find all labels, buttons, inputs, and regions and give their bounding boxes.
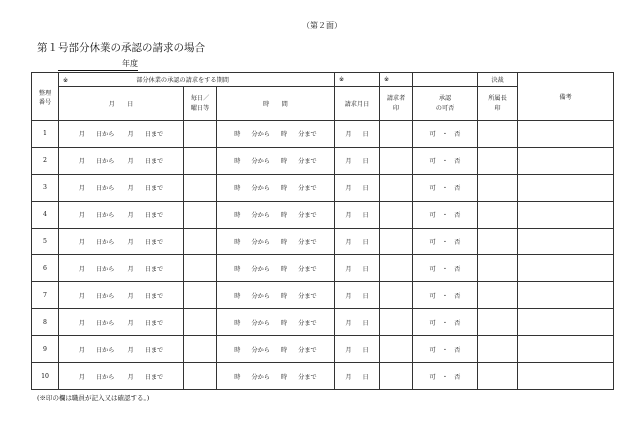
- remarks-cell[interactable]: [518, 282, 614, 309]
- tsukihi-header: 月 日: [59, 87, 184, 121]
- kessai-header: 決裁: [478, 73, 518, 87]
- cell-text: 日から: [95, 346, 115, 354]
- request-date-cell[interactable]: [335, 228, 380, 255]
- cell-text: 時: [281, 185, 288, 193]
- manager-seal-cell[interactable]: [478, 363, 518, 390]
- cell-text: 月: [78, 319, 85, 327]
- cell-text: 日まで: [144, 239, 164, 246]
- cell-text: 時: [281, 319, 288, 327]
- cell-text: 日: [362, 158, 369, 166]
- cell-text: 時: [281, 131, 288, 139]
- row-number: 3: [32, 174, 59, 201]
- page-label: （第２面）: [302, 21, 342, 30]
- remarks-cell[interactable]: [518, 147, 614, 174]
- shozokucho-in-header: 所属長 印: [478, 87, 518, 121]
- row-number: 7: [32, 282, 59, 309]
- cell-text: 月: [345, 373, 352, 381]
- cell-text: 分まで: [298, 131, 317, 139]
- asterisk-request-date: ※: [335, 73, 380, 87]
- cell-text: 可 ・ 否: [429, 373, 461, 381]
- time-range-cell[interactable]: [217, 336, 335, 363]
- row-number: 8: [32, 309, 59, 336]
- cell-text: 月: [345, 292, 352, 300]
- row-number: 10: [32, 363, 59, 390]
- cell-text: 分から: [251, 292, 270, 300]
- cell-text: 月: [345, 131, 352, 139]
- weekday-cell[interactable]: [184, 201, 217, 228]
- approval-cell[interactable]: [413, 255, 478, 282]
- cell-text: 日から: [95, 212, 115, 220]
- weekday-cell[interactable]: [184, 336, 217, 363]
- cell-text: 時: [234, 158, 241, 166]
- cell-text: 時: [281, 292, 288, 300]
- cell-text: 時: [281, 212, 288, 220]
- cell-text: 時: [281, 239, 288, 246]
- cell-text: 月: [78, 158, 85, 166]
- time-range-cell[interactable]: [217, 174, 335, 201]
- cell-text: 時: [281, 373, 288, 381]
- date-range-cell[interactable]: [59, 363, 184, 390]
- weekday-cell[interactable]: [184, 363, 217, 390]
- cell-text: 月: [127, 319, 134, 327]
- row-number: 9: [32, 336, 59, 363]
- cell-text: 日: [362, 131, 369, 139]
- cell-text: 月: [78, 373, 85, 381]
- cell-text: 可 ・ 否: [429, 239, 461, 246]
- cell-text: 分まで: [298, 212, 317, 220]
- cell-text: 時: [234, 239, 241, 246]
- remarks-cell[interactable]: [518, 309, 614, 336]
- cell-text: 分まで: [298, 319, 317, 327]
- cell-text: 時: [281, 346, 288, 354]
- cell-text: 可 ・ 否: [429, 212, 461, 220]
- cell-text: 分から: [251, 319, 270, 327]
- time-range-cell[interactable]: [217, 121, 335, 148]
- cell-text: 月: [78, 265, 85, 273]
- table-row: [32, 282, 614, 309]
- approval-cell[interactable]: [413, 336, 478, 363]
- request-date-cell[interactable]: [335, 201, 380, 228]
- cell-text: 日: [362, 239, 369, 246]
- manager-seal-cell[interactable]: [478, 309, 518, 336]
- remarks-cell[interactable]: [518, 363, 614, 390]
- cell-text: 分まで: [298, 292, 317, 300]
- requester-seal-cell[interactable]: [380, 309, 413, 336]
- request-date-cell[interactable]: [335, 309, 380, 336]
- cell-text: 日から: [95, 265, 115, 273]
- row-number: 2: [32, 147, 59, 174]
- period-group-header: [59, 73, 335, 87]
- remarks-cell[interactable]: [518, 121, 614, 148]
- cell-text: 月: [127, 185, 134, 193]
- cell-text: 日: [362, 319, 369, 327]
- remarks-cell[interactable]: [518, 201, 614, 228]
- seiri-bango-header: 整理 番号: [32, 73, 59, 121]
- cell-text: 時: [234, 212, 241, 220]
- cell-text: 月: [78, 185, 85, 193]
- cell-text: 分まで: [298, 158, 317, 166]
- asterisk-requester: ※: [380, 73, 413, 87]
- request-date-cell[interactable]: [335, 255, 380, 282]
- weekday-cell[interactable]: [184, 228, 217, 255]
- cell-text: 日から: [95, 185, 115, 193]
- date-range-cell[interactable]: [59, 147, 184, 174]
- time-range-cell[interactable]: [217, 228, 335, 255]
- requester-seal-cell[interactable]: [380, 121, 413, 148]
- table-row: [32, 147, 614, 174]
- manager-seal-cell[interactable]: [478, 174, 518, 201]
- row-number: 6: [32, 255, 59, 282]
- cell-text: 月: [345, 265, 352, 273]
- requester-seal-cell[interactable]: [380, 282, 413, 309]
- cell-text: 分から: [251, 131, 270, 139]
- date-range-cell[interactable]: [59, 282, 184, 309]
- row-number: 4: [32, 201, 59, 228]
- cell-text: 時: [281, 158, 288, 166]
- table-header: [32, 73, 614, 121]
- cell-text: 月: [127, 158, 134, 166]
- weekday-cell[interactable]: [184, 147, 217, 174]
- cell-text: 分から: [251, 373, 270, 381]
- cell-text: 分から: [251, 185, 270, 193]
- seikyu-tsukihi-header: 請求月日: [335, 87, 380, 121]
- cell-text: 月: [345, 346, 352, 354]
- seikyusha-in-header: 請求者 印: [380, 87, 413, 121]
- table-row: [32, 309, 614, 336]
- cell-text: 日から: [95, 319, 115, 327]
- form-title: 第１号部分休業の承認の請求の場合: [37, 42, 205, 54]
- manager-seal-cell[interactable]: [478, 228, 518, 255]
- cell-text: 月: [127, 265, 134, 273]
- request-date-cell[interactable]: [335, 121, 380, 148]
- manager-seal-cell[interactable]: [478, 282, 518, 309]
- request-date-cell[interactable]: [335, 174, 380, 201]
- cell-text: 分まで: [298, 239, 317, 246]
- approval-cell[interactable]: [413, 282, 478, 309]
- requester-seal-cell[interactable]: [380, 147, 413, 174]
- requester-seal-cell[interactable]: [380, 255, 413, 282]
- cell-text: 分から: [251, 212, 270, 220]
- cell-text: 分から: [251, 346, 270, 354]
- cell-text: 時: [234, 131, 241, 139]
- date-range-cell[interactable]: [59, 336, 184, 363]
- cell-text: 日まで: [144, 319, 164, 327]
- cell-text: 可 ・ 否: [429, 265, 461, 273]
- cell-text: 日まで: [144, 185, 164, 193]
- date-range-cell[interactable]: [59, 255, 184, 282]
- date-range-cell[interactable]: [59, 228, 184, 255]
- time-range-cell[interactable]: [217, 282, 335, 309]
- time-range-cell[interactable]: [217, 363, 335, 390]
- footnote: (※印の欄は職員が記入又は確認する。): [37, 394, 150, 402]
- cell-text: 分から: [251, 265, 270, 273]
- cell-text: 月: [345, 212, 352, 220]
- table-row: [32, 121, 614, 148]
- cell-text: 日: [362, 346, 369, 354]
- weekday-cell[interactable]: [184, 282, 217, 309]
- cell-text: 日: [362, 185, 369, 193]
- approval-cell[interactable]: [413, 228, 478, 255]
- manager-seal-cell[interactable]: [478, 336, 518, 363]
- cell-text: 可 ・ 否: [429, 131, 461, 139]
- cell-text: 月: [127, 131, 134, 139]
- requester-seal-cell[interactable]: [380, 174, 413, 201]
- cell-text: 月: [78, 292, 85, 300]
- row-number: 5: [32, 228, 59, 255]
- cell-text: 月: [78, 212, 85, 220]
- cell-text: 日: [362, 373, 369, 381]
- requester-seal-cell[interactable]: [380, 228, 413, 255]
- remarks-cell[interactable]: [518, 174, 614, 201]
- weekday-cell[interactable]: [184, 309, 217, 336]
- blank-approval-top: [413, 73, 478, 87]
- request-date-cell[interactable]: [335, 363, 380, 390]
- period-group-label: 部分休業の承認の請求をする期間: [136, 77, 229, 84]
- cell-text: 可 ・ 否: [429, 292, 461, 300]
- request-date-cell[interactable]: [335, 336, 380, 363]
- approval-cell[interactable]: [413, 147, 478, 174]
- cell-text: 時: [234, 185, 241, 193]
- cell-text: 時: [234, 346, 241, 354]
- cell-text: 日: [362, 292, 369, 300]
- time-range-cell[interactable]: [217, 255, 335, 282]
- cell-text: 日まで: [144, 373, 164, 381]
- requester-seal-cell[interactable]: [380, 201, 413, 228]
- cell-text: 月: [127, 373, 134, 381]
- weekday-cell[interactable]: [184, 174, 217, 201]
- row-number: 1: [32, 121, 59, 148]
- manager-seal-cell[interactable]: [478, 121, 518, 148]
- cell-text: 日から: [95, 373, 115, 381]
- cell-text: 時: [234, 265, 241, 273]
- cell-text: 日から: [95, 239, 115, 246]
- cell-text: 月: [78, 346, 85, 354]
- cell-text: 分まで: [298, 373, 317, 381]
- cell-text: 時: [234, 292, 241, 300]
- requester-seal-cell[interactable]: [380, 336, 413, 363]
- weekday-cell[interactable]: [184, 121, 217, 148]
- cell-text: 月: [127, 346, 134, 354]
- request-table: [31, 72, 614, 390]
- table-row: [32, 363, 614, 390]
- table-row: [32, 255, 614, 282]
- date-range-cell[interactable]: [59, 121, 184, 148]
- table-row: [32, 228, 614, 255]
- cell-text: 月: [127, 239, 134, 246]
- request-date-cell[interactable]: [335, 282, 380, 309]
- cell-text: 月: [345, 239, 352, 246]
- approval-cell[interactable]: [413, 174, 478, 201]
- time-range-cell[interactable]: [217, 309, 335, 336]
- manager-seal-cell[interactable]: [478, 201, 518, 228]
- cell-text: 分まで: [298, 265, 317, 273]
- cell-text: 日まで: [144, 158, 164, 166]
- approval-cell[interactable]: [413, 309, 478, 336]
- request-date-cell[interactable]: [335, 147, 380, 174]
- cell-text: 日: [362, 265, 369, 273]
- cell-text: 分から: [251, 239, 270, 246]
- time-range-cell[interactable]: [217, 201, 335, 228]
- cell-text: 可 ・ 否: [429, 346, 461, 354]
- approval-cell[interactable]: [413, 121, 478, 148]
- cell-text: 可 ・ 否: [429, 319, 461, 327]
- date-range-cell[interactable]: [59, 201, 184, 228]
- biko-header: 備考: [518, 73, 614, 121]
- cell-text: 月: [345, 185, 352, 193]
- cell-text: 分から: [251, 158, 270, 166]
- cell-text: 日から: [95, 131, 115, 139]
- weekday-cell[interactable]: [184, 255, 217, 282]
- cell-text: 日から: [95, 292, 115, 300]
- table-row: [32, 174, 614, 201]
- cell-text: 日まで: [144, 292, 164, 300]
- cell-text: 月: [78, 131, 85, 139]
- asterisk-mark: ※: [63, 77, 69, 84]
- cell-text: 可 ・ 否: [429, 158, 461, 166]
- cell-text: 日まで: [144, 346, 164, 354]
- cell-text: 時: [234, 319, 241, 327]
- table-row: [32, 336, 614, 363]
- cell-text: 月: [345, 158, 352, 166]
- table-row: [32, 201, 614, 228]
- cell-text: 時: [281, 265, 288, 273]
- cell-text: 日まで: [144, 265, 164, 273]
- remarks-cell[interactable]: [518, 336, 614, 363]
- requester-seal-cell[interactable]: [380, 363, 413, 390]
- time-range-cell[interactable]: [217, 147, 335, 174]
- cell-text: 月: [127, 292, 134, 300]
- shonin-kahi-header: 承認 の可否: [413, 87, 478, 121]
- remarks-cell[interactable]: [518, 228, 614, 255]
- date-range-cell[interactable]: [59, 174, 184, 201]
- table-body: [32, 121, 614, 390]
- cell-text: 日まで: [144, 212, 164, 220]
- approval-cell[interactable]: [413, 201, 478, 228]
- cell-text: 月: [345, 319, 352, 327]
- cell-text: 日から: [95, 158, 115, 166]
- cell-text: 分まで: [298, 185, 317, 193]
- cell-text: 日: [362, 212, 369, 220]
- cell-text: 分まで: [298, 346, 317, 354]
- mainichi-header: 毎日／ 曜日等: [184, 87, 217, 121]
- year-label: 年度: [58, 58, 138, 71]
- remarks-cell[interactable]: [518, 255, 614, 282]
- cell-text: 月: [78, 239, 85, 246]
- cell-text: 日まで: [144, 131, 164, 139]
- cell-text: 時: [234, 373, 241, 381]
- cell-text: 月: [127, 212, 134, 220]
- manager-seal-cell[interactable]: [478, 147, 518, 174]
- manager-seal-cell[interactable]: [478, 255, 518, 282]
- jikan-header: 時 間: [217, 87, 335, 121]
- date-range-cell[interactable]: [59, 309, 184, 336]
- cell-text: 可 ・ 否: [429, 185, 461, 193]
- approval-cell[interactable]: [413, 363, 478, 390]
